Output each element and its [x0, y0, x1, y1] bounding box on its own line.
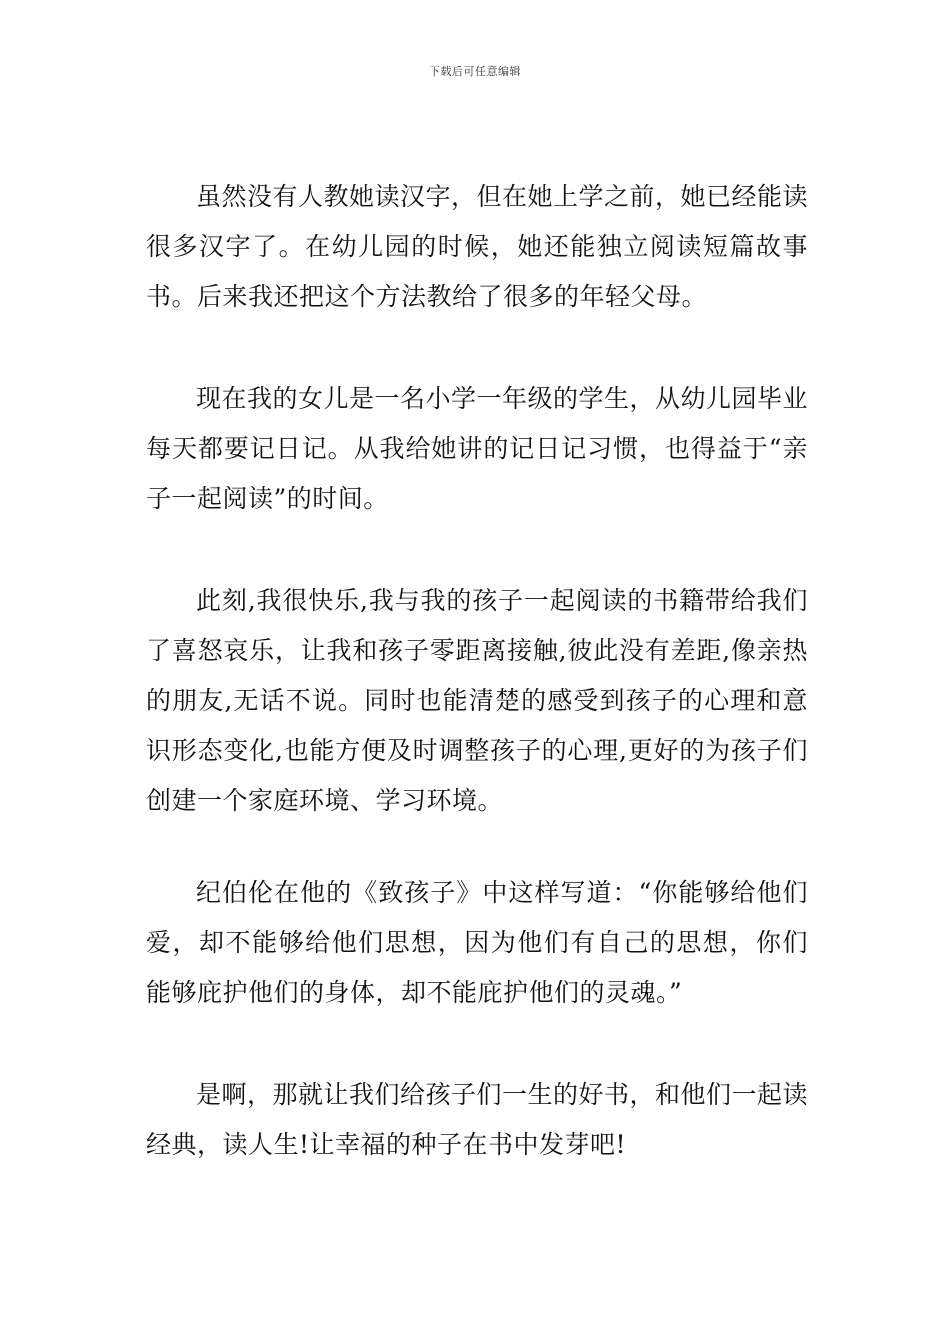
page-header: 下载后可任意编辑 [429, 65, 521, 78]
paragraph-4: 纪伯伦在他的《致孩子》中这样写道：“你能够给他们爱，却不能够给他们思想，因为他们有自己的思想，你们能够庇护他们的身体，却不能庇护他们的灵魂。” [146, 878, 808, 1007]
paragraph-3: 此刻,我很快乐,我与我的孩子一起阅读的书籍带给我们了喜怒哀乐，让我和孩子零距离接触,彼此没有差距,像亲热的朋友,无话不说。同时也能清楚的感受到孩子的心理和意识形态变化,也能方便及时调整孩子的心理,更好的为孩子们创建一个家庭环境、学习环境。 [146, 586, 808, 815]
paragraph-5: 是啊，那就让我们给孩子们一生的好书，和他们一起读经典，读人生!让幸福的种子在书中发芽吧! [146, 1080, 809, 1159]
paragraph-2: 现在我的女儿是一名小学一年级的学生，从幼儿园毕业每天都要记日记。从我给她讲的记日记习惯，也得益于“亲子一起阅读”的时间。 [146, 384, 809, 513]
paragraph-1: 虽然没有人教她读汉字，但在她上学之前，她已经能读很多汉字了。在幼儿园的时候，她还能独立阅读短篇故事书。后来我还把这个方法教给了很多的年轻父母。 [146, 182, 809, 311]
